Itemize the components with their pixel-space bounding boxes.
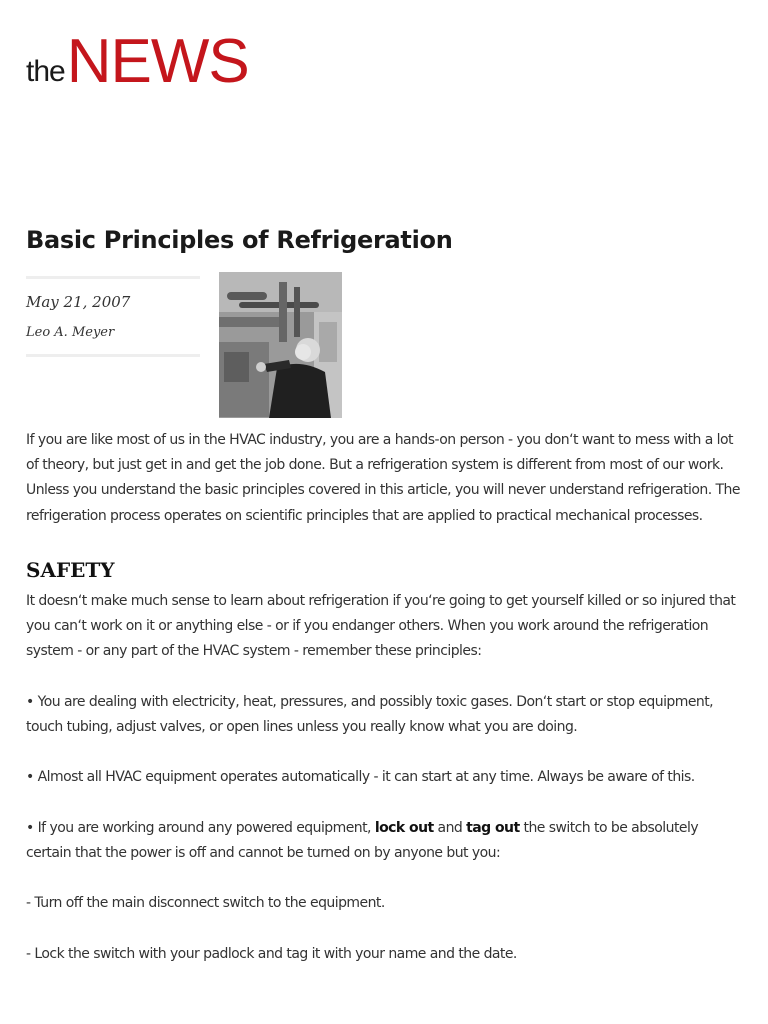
bullet-3-prefix: • If you are working around any powered equipment, (26, 819, 375, 836)
lockout-step-2: - Lock the switch with your padlock and tag it with your name and the date. (26, 945, 517, 962)
safety-bullet-2: • Almost all HVAC equipment operates automatically - it can start at any time. Always be aware of this. (26, 769, 695, 786)
meta-top-divider (26, 276, 200, 279)
tag-out-term: tag out (466, 819, 520, 836)
lockout-step-1: - Turn off the main disconnect switch to the equipment. (26, 895, 385, 912)
safety-heading: SAFETY (26, 557, 115, 582)
meta-bottom-divider (26, 354, 200, 357)
site-logo[interactable] (26, 27, 249, 97)
logo-news-text: NEWS (66, 27, 249, 97)
bullet-3-and: and (433, 819, 467, 836)
bullet-3-suffix: the switch to be absolutely certain that the power is off and cannot be turned on by anyone but you: (26, 819, 699, 861)
article-author[interactable]: Leo A. Meyer (26, 325, 115, 340)
safety-intro-paragraph: It doesn‘t make much sense to learn about refrigeration if you‘re going to get yourself killed or so injured that you can‘t work on it or anything else - or if you endanger others. When you work around the refrigeration system - or any part of the HVAC system - remember these principles: (26, 592, 736, 660)
lock-out-term: lock out (374, 819, 434, 836)
article-photo (219, 272, 342, 418)
safety-bullet-3 (26, 816, 742, 866)
logo-the-text: the (26, 55, 65, 88)
article-body (26, 428, 742, 992)
intro-paragraph: If you are like most of us in the HVAC industry, you are a hands-on person - you don‘t want to mess with a lot of theory, but just get in and get the job done. But a refrigeration system is different from most of our work. Unless you understand the basic principles covered in this article, you will never understand refrigeration. The refrigeration process operates on scientific principles that are applied to practical mechanical processes. (26, 432, 740, 524)
safety-bullet-1: • You are dealing with electricity, heat, pressures, and possibly toxic gases. Don‘t start or stop equipment, touch tubing, adjust valves, or open lines unless you really know what you are doing. (26, 693, 714, 735)
article-meta (26, 276, 200, 357)
technician-photo-image (219, 272, 342, 418)
article-date: May 21, 2007 (26, 293, 131, 311)
article-title: Basic Principles of Refrigeration (26, 226, 453, 254)
